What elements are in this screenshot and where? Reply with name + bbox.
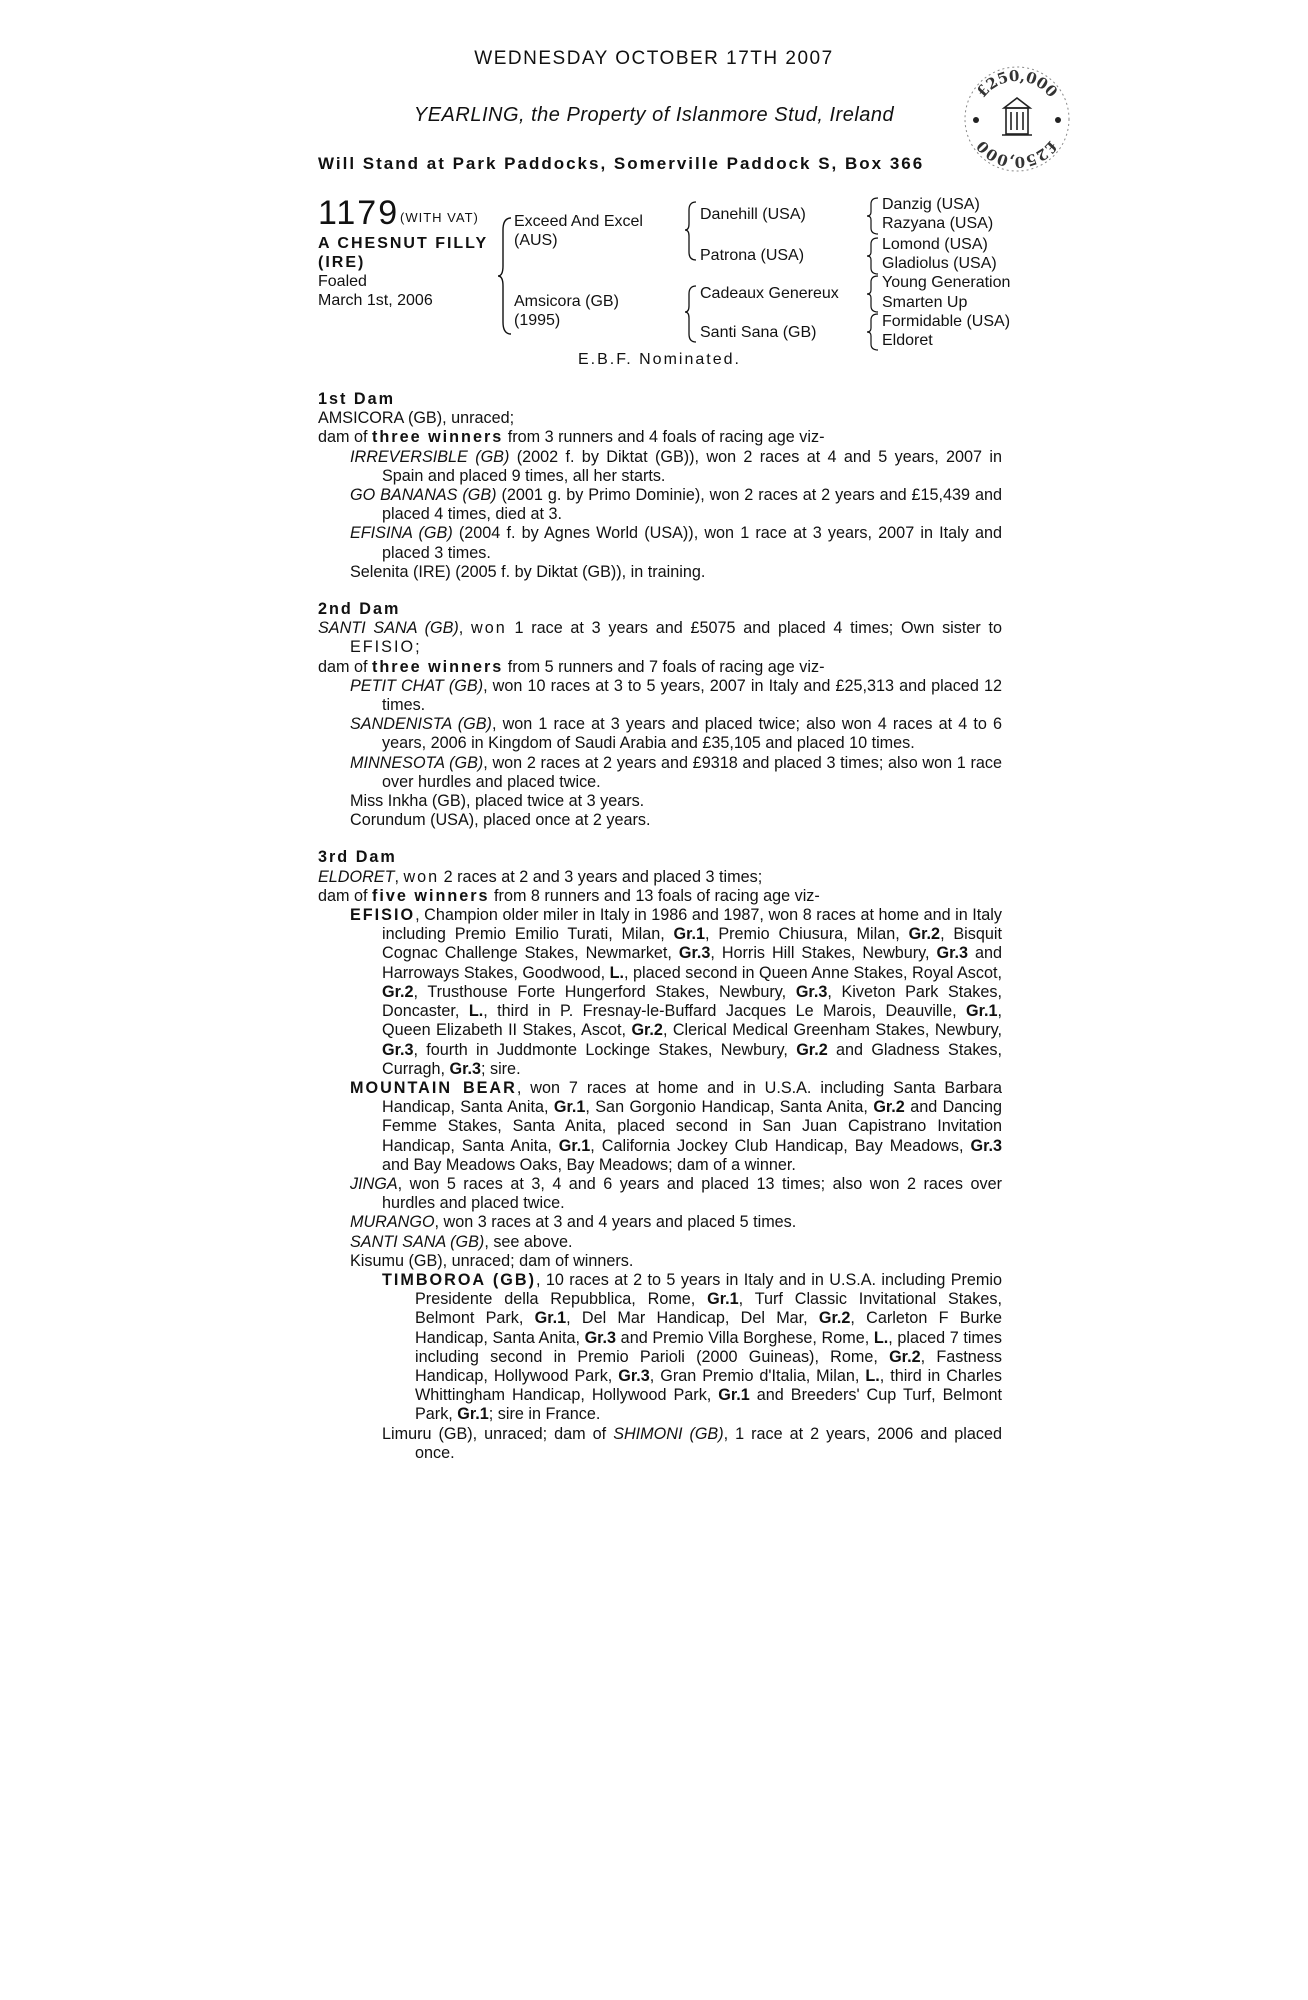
foaled-label: Foaled [318,273,367,290]
g3-razyana: Razyana (USA) [882,215,994,232]
sire-name: Exceed And Excel (AUS) [514,213,643,249]
stand-location: Will Stand at Park Paddocks, Somerville Paddock S, Box 366 [318,154,925,173]
g3-lomond: Lomond (USA) [882,236,988,253]
third-dam-entry-limuru: Limuru (GB), unraced; dam of SHIMONI (GB), 1 race at 2 years, 2006 and placed once. [382,1424,1002,1462]
svg-text:£250,000: £250,000 [972,137,1062,172]
pedigree-brace-sire [684,200,698,262]
g3-young-generation: Young Generation [882,274,1011,291]
second-dam-entry-miss-inkha: Miss Inkha (GB), placed twice at 3 years. [350,792,645,811]
third-dam-entry-santi-sana: SANTI SANA (GB), see above. [350,1232,573,1251]
g3-eldoret: Eldoret [882,332,933,349]
sale-date: WEDNESDAY OCTOBER 17TH 2007 [474,48,834,69]
sire-dam: Patrona (USA) [700,247,805,264]
sire-sire: Danehill (USA) [700,206,806,223]
third-dam-entry-kisumu: Kisumu (GB), unraced; dam of winners. [350,1251,634,1270]
third-dam-entry-mountain-bear: MOUNTAIN BEAR, won 7 races at home and in U.S.A. including Santa Barbara Handicap, Santa Anita, Gr.1, San Gorgonio Handicap, Santa Anita, Gr.2 and Dancing Femme Stakes, Santa Anita, placed second in San Juan Capistrano Invitation Handicap, Santa Anita, Gr.1, California Jockey Club Handicap, Bay Meadows, Gr.3 and Bay Meadows Oaks, Bay Meadows; dam of a winner. [350,1078,1003,1174]
third-dam-entry-timboroa: TIMBOROA (GB), 10 races at 2 to 5 years in Italy and in U.S.A. including Premio Presidente della Repubblica, Rome, Gr.1, Turf Classic Invitational Stakes, Belmont Park, Gr.1, Del Mar Handicap, Del Mar, Gr.2, Carleton F Burke Handicap, Santa Anita, Gr.3 and Premio Villa Borghese, Rome, L., placed 7 times including second in Premio Parioli (2000 Guineas), Rome, Gr.2, Fastness Handicap, Hollywood Park, Gr.3, Gran Premio d'Italia, Milan, L., third in Charles Whittingham Handicap, Hollywood Park, Gr.1 and Breeders' Cup Turf, Belmont Park, Gr.1; sire in France. [382,1270,1003,1424]
first-dam-entry-selenita: Selenita (IRE) (2005 f. by Diktat (GB)), in training. [350,562,706,581]
lot-description [318,234,488,310]
third-dam-entry-murango: MURANGO, won 3 races at 3 and 4 years and placed 5 times. [350,1213,797,1232]
second-dam-entry-corundum: Corundum (USA), placed once at 2 years. [350,811,651,830]
third-dam-entry-efisio: EFISIO, Champion older miler in Italy in 1986 and 1987, won 8 races at home and in Italy including Premio Emilio Turati, Milan, Gr.1, Premio Chiusura, Milan, Gr.2, Bisquit Cognac Challenge Stakes, Newmarket, Gr.3, Horris Hill Stakes, Newbury, Gr.3 and Harroways Stakes, Goodwood, L., placed second in Queen Anne Stakes, Royal Ascot, Gr.2, Trusthouse Forte Hungerford Stakes, Newbury, Gr.3, Kiveton Park Stakes, Doncaster, L., third in P. Fresnay-le-Buffard Jacques Le Marois, Deauville, Gr.1, Queen Elizabeth II Stakes, Ascot, Gr.2, Clerical Medical Greenham Stakes, Newbury, Gr.3, fourth in Juddmonte Lockinge Stakes, Newbury, Gr.2 and Gladness Stakes, Curragh, Gr.3; sire. [350,906,1003,1078]
second-dam-heading: 2nd Dam [318,600,401,619]
first-dam-heading: 1st Dam [318,390,395,408]
g3-danzig: Danzig (USA) [882,196,980,213]
pedigree-brace-g3-3 [866,274,880,314]
g3-formidable: Formidable (USA) [882,313,1011,330]
first-dam-entry-irreversible: IRREVERSIBLE (GB) (2002 f. by Diktat (GB)), won 2 races at 4 and 5 years, 2007 in Spain and placed 9 times, all her starts. [350,447,1002,485]
third-dam-heading: 3rd Dam [318,848,397,867]
second-dam-intro: SANTI SANA (GB), won 1 race at 3 years and £5075 and placed 4 times; Own sister to EFISIO; [318,619,1002,657]
dam-sire: Cadeaux Genereux [700,285,839,302]
foaled-date: March 1st, 2006 [318,292,433,309]
g3-smarten-up: Smarten Up [882,294,968,311]
lot-origin: (IRE) [318,254,366,271]
pedigree-brace-main [497,216,513,336]
dam-name: Amsicora (GB) (1995) [514,293,619,329]
pedigree-brace-g3-2 [866,236,880,276]
third-dam-produce-summary: dam of five winners from 8 runners and 13 foals of racing age viz- [318,886,820,905]
second-dam-produce-summary: dam of three winners from 5 runners and 7 foals of racing age viz- [318,657,825,676]
pedigree-brace-g3-4 [866,312,880,352]
g3-gladiolus: Gladiolus (USA) [882,255,997,272]
price-seal-stamp [962,64,1072,174]
lot-vat-note: (WITH VAT) [400,210,479,225]
pedigree-brace-dam [684,284,698,344]
vendor-line: YEARLING, the Property of Islanmore Stud, Ireland [413,104,895,126]
pedigree-brace-g3-1 [866,196,880,236]
lot-name: A CHESNUT FILLY [318,235,489,252]
first-dam-intro: AMSICORA (GB), unraced; [318,409,515,428]
first-dam-entry-go-bananas: GO BANANAS (GB) (2001 g. by Primo Dominie), won 2 races at 2 years and £15,439 and placed 4 times, died at 3. [350,486,1002,524]
third-dam-intro: ELDORET, won 2 races at 2 and 3 years and placed 3 times; [318,867,763,886]
second-dam-entry-petit-chat: PETIT CHAT (GB), won 10 races at 3 to 5 years, 2007 in Italy and £25,313 and placed 12 times. [350,676,1002,715]
second-dam-entry-minnesota: MINNESOTA (GB), won 2 races at 2 years and £9318 and placed 3 times; also won 1 race over hurdles and placed twice. [350,753,1002,791]
svg-text:£250,000: £250,000 [972,66,1062,101]
ebf-nominated: E.B.F. Nominated. [578,351,741,368]
first-dam-entry-efisina: EFISINA (GB) (2004 f. by Agnes World (USA)), won 1 race at 3 years, 2007 in Italy and placed 3 times. [350,524,1003,562]
dam-line-text [318,390,1002,1463]
dam-dam: Santi Sana (GB) [700,324,817,341]
third-dam-entry-jinga: JINGA, won 5 races at 3, 4 and 6 years and placed 13 times; also won 2 races over hurdles and placed twice. [350,1174,1002,1213]
lot-number: 1179 [318,194,400,232]
second-dam-entry-sandenista: SANDENISTA (GB), won 1 race at 3 years and placed twice; also won 4 races at 4 to 6 years, 2006 in Kingdom of Saudi Arabia and £35,105 and placed 10 times. [350,715,1002,753]
first-dam-produce-summary: dam of three winners from 3 runners and 4 foals of racing age viz- [318,428,825,447]
